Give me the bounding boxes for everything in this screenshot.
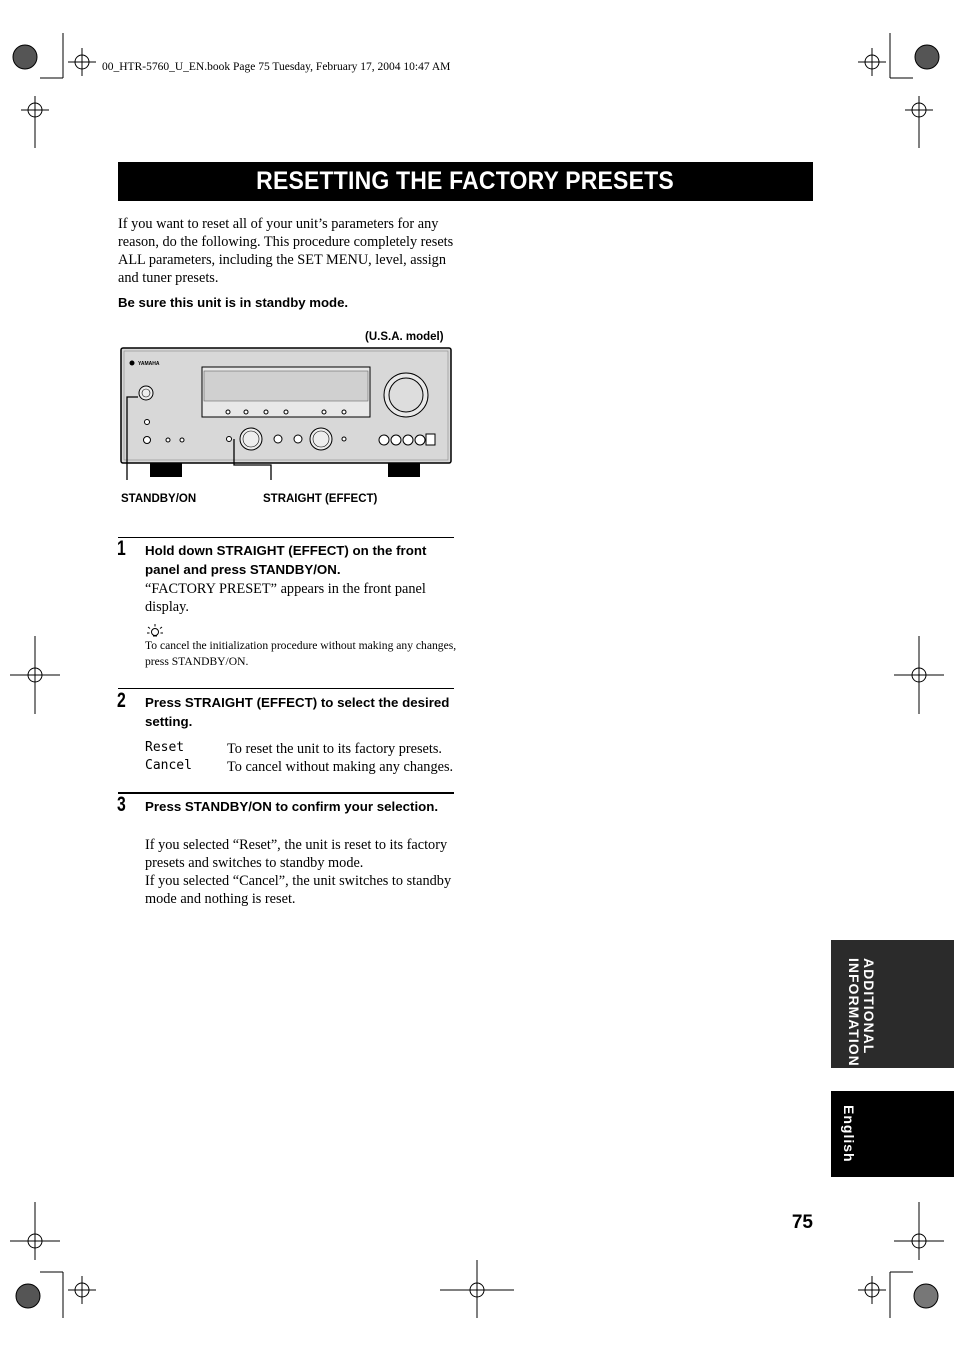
- option-reset-description: To reset the unit to its factory presets.: [227, 741, 442, 757]
- page-title: RESETTING THE FACTORY PRESETS: [256, 167, 675, 195]
- receiver-front-panel-illustration: [118, 345, 458, 480]
- step-1-rule: [118, 537, 454, 538]
- lightbulb-tip-icon: [146, 623, 164, 639]
- straight-effect-button: [227, 437, 232, 442]
- step-1-heading: Hold down STRAIGHT (EFFECT) on the front panel and press STANDBY/ON.: [145, 543, 427, 577]
- step-1-tip: To cancel the initialization procedure without making any changes, press STANDBY/ON.: [145, 639, 457, 668]
- step-3-heading: Press STANDBY/ON to confirm your selection.: [145, 799, 439, 814]
- step-3-body-reset: If you selected “Reset”, the unit is reset to its factory presets and switches to standby mode.: [145, 837, 448, 871]
- option-cancel-label: Cancel: [145, 758, 192, 773]
- step-1-number: 1: [117, 537, 126, 560]
- step-2-rule: [118, 688, 454, 689]
- callout-straight-effect: STRAIGHT (EFFECT): [263, 493, 378, 505]
- step-3-number: 3: [117, 793, 126, 816]
- file-info-header: 00_HTR-5760_U_EN.book Page 75 Tuesday, February 17, 2004 10:47 AM: [102, 61, 451, 73]
- page-number: 75: [791, 1212, 813, 1233]
- step-3-rule: [118, 792, 454, 794]
- section-tab-label: ADDITIONAL INFORMATION: [846, 958, 877, 1067]
- callout-standby-on: STANDBY/ON: [121, 493, 197, 505]
- step-1-body: “FACTORY PRESET” appears in the front panel display.: [145, 581, 426, 615]
- step-2-heading: Press STRAIGHT (EFFECT) to select the desired setting.: [145, 695, 450, 729]
- step-3-body-cancel: If you selected “Cancel”, the unit switches to standby mode and nothing is reset.: [145, 873, 452, 907]
- page-title-bar: [118, 162, 813, 201]
- option-reset-label: Reset: [145, 740, 185, 755]
- model-label: (U.S.A. model): [365, 331, 444, 343]
- intro-paragraph: If you want to reset all of your unit’s parameters for any reason, do the following. This procedure completely resets ALL parameters, including the SET MENU, level, assign and tuner presets.: [118, 216, 454, 286]
- option-cancel-description: To cancel without making any changes.: [227, 759, 454, 775]
- standby-note: Be sure this unit is in standby mode.: [118, 295, 349, 310]
- step-2-number: 2: [117, 689, 126, 712]
- brand-logo: YAMAHA: [138, 361, 160, 367]
- language-tab-label: English: [841, 1105, 857, 1163]
- standby-on-button: [139, 386, 153, 400]
